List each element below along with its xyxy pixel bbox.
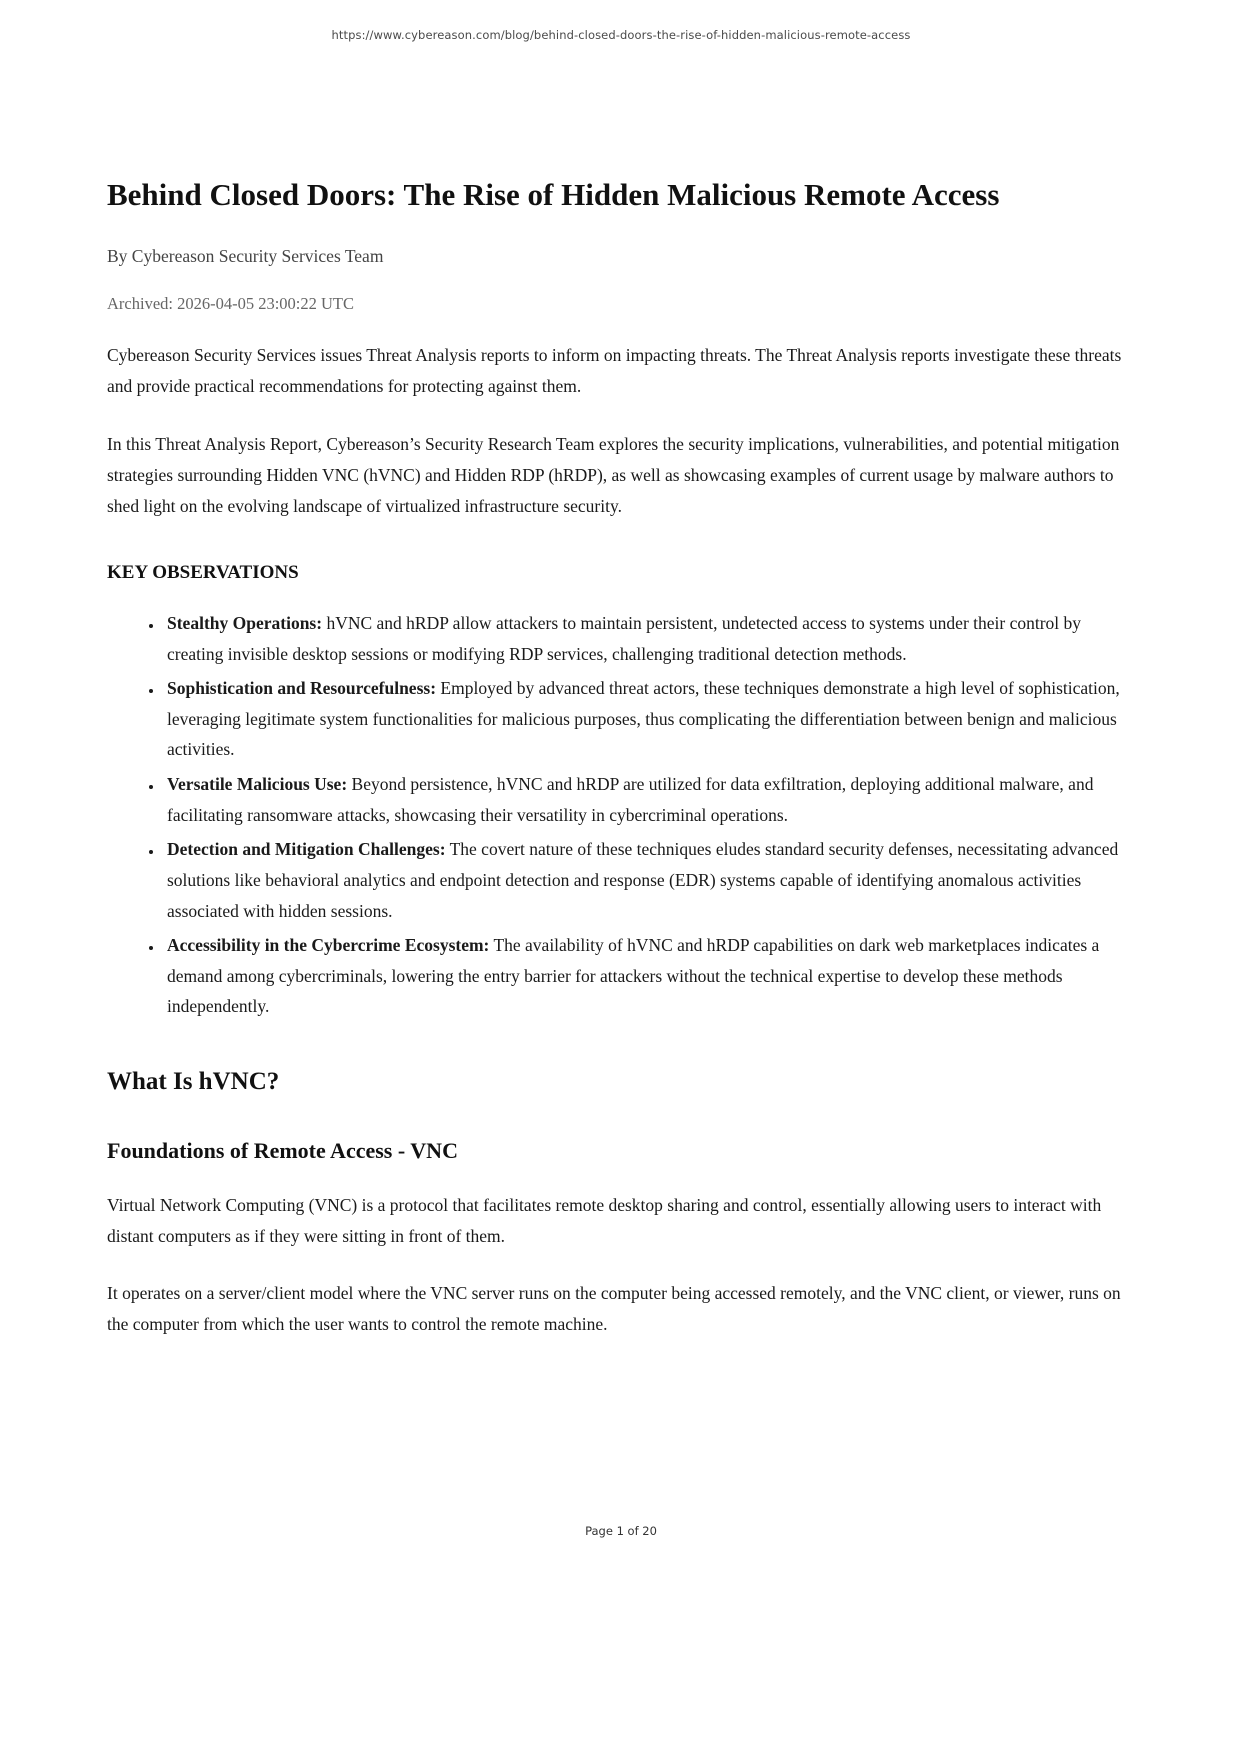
intro-paragraph-2: In this Threat Analysis Report, Cybereason’s Security Research Team explores the security implications, vulnerabilities, and potential mitigation strategies surrounding Hidden VNC (hVNC) and Hidden RDP (hRDP), as well as showcasing examples of current usage by malware authors to shed light on the evolving landscape of virtualized infrastructure security.: [107, 433, 1120, 516]
key-observations-heading: KEY OBSERVATIONS: [107, 561, 299, 583]
bullet-text: The availability of hVNC and hRDP capabilities on dark web marketplaces indicates a demand among cybercriminals, lowering the entry barrier for attackers without the technical expertise to develop these methods independently.: [167, 935, 1100, 1017]
article-byline: By Cybereason Security Services Team: [107, 246, 384, 267]
bullet-text: The covert nature of these techniques eludes standard security defenses, necessitating advanced solutions like behavioral analytics and endpoint detection and response (EDR) systems capable of identifying anomalous activities associated with hidden sessions.: [167, 839, 1119, 921]
what-is-hvnc-heading: What Is hVNC?: [107, 1068, 280, 1096]
list-item: [163, 930, 1139, 1022]
key-observations-list: [107, 608, 1139, 1022]
foundations-paragraph-1: Virtual Network Computing (VNC) is a protocol that facilitates remote desktop sharing and control, essentially allowing users to interact with distant computers as if they were sitting in front of them.: [107, 1195, 1102, 1247]
bullet-label: Detection and Mitigation Challenges:: [167, 839, 446, 860]
list-item: [163, 769, 1139, 830]
bullet-label: Stealthy Operations:: [167, 612, 323, 633]
print-header-url: https://www.cybereason.com/blog/behind-closed-doors-the-rise-of-hidden-malicious-remote-access: [331, 28, 911, 42]
page-number: Page 1 of 20: [585, 1524, 657, 1538]
bullet-label: Accessibility in the Cybercrime Ecosystem:: [167, 935, 490, 956]
bullet-text: Beyond persistence, hVNC and hRDP are utilized for data exfiltration, deploying additional malware, and facilitating ransomware attacks, showcasing their versatility in cybercriminal operations.: [167, 774, 1094, 825]
archived-timestamp: Archived: 2026-04-05 23:00:22 UTC: [107, 294, 355, 314]
list-item: [163, 608, 1139, 669]
bullet-label: Sophistication and Resourcefulness:: [167, 678, 437, 699]
foundations-heading: Foundations of Remote Access - VNC: [107, 1138, 458, 1164]
intro-paragraph-1: Cybereason Security Services issues Threat Analysis reports to inform on impacting threats. The Threat Analysis reports investigate these threats and provide practical recommendations for protecting against them.: [107, 345, 1122, 397]
bullet-text: Employed by advanced threat actors, these techniques demonstrate a high level of sophistication, leveraging legitimate system functionalities for malicious purposes, thus complicating the differentiation between benign and malicious activities.: [167, 678, 1120, 760]
bullet-label: Versatile Malicious Use:: [167, 774, 348, 795]
list-item: [163, 834, 1139, 926]
list-item: [163, 673, 1139, 765]
page-title: Behind Closed Doors: The Rise of Hidden Malicious Remote Access: [107, 177, 1000, 212]
article-content: [107, 170, 1139, 1341]
bullet-text: hVNC and hRDP allow attackers to maintain persistent, undetected access to systems under their control by creating invisible desktop sessions or modifying RDP services, challenging traditional detection methods.: [167, 612, 1082, 664]
foundations-paragraph-2: It operates on a server/client model where the VNC server runs on the computer being accessed remotely, and the VNC client, or viewer, runs on the computer from which the user wants to control the remote machine.: [107, 1283, 1121, 1335]
